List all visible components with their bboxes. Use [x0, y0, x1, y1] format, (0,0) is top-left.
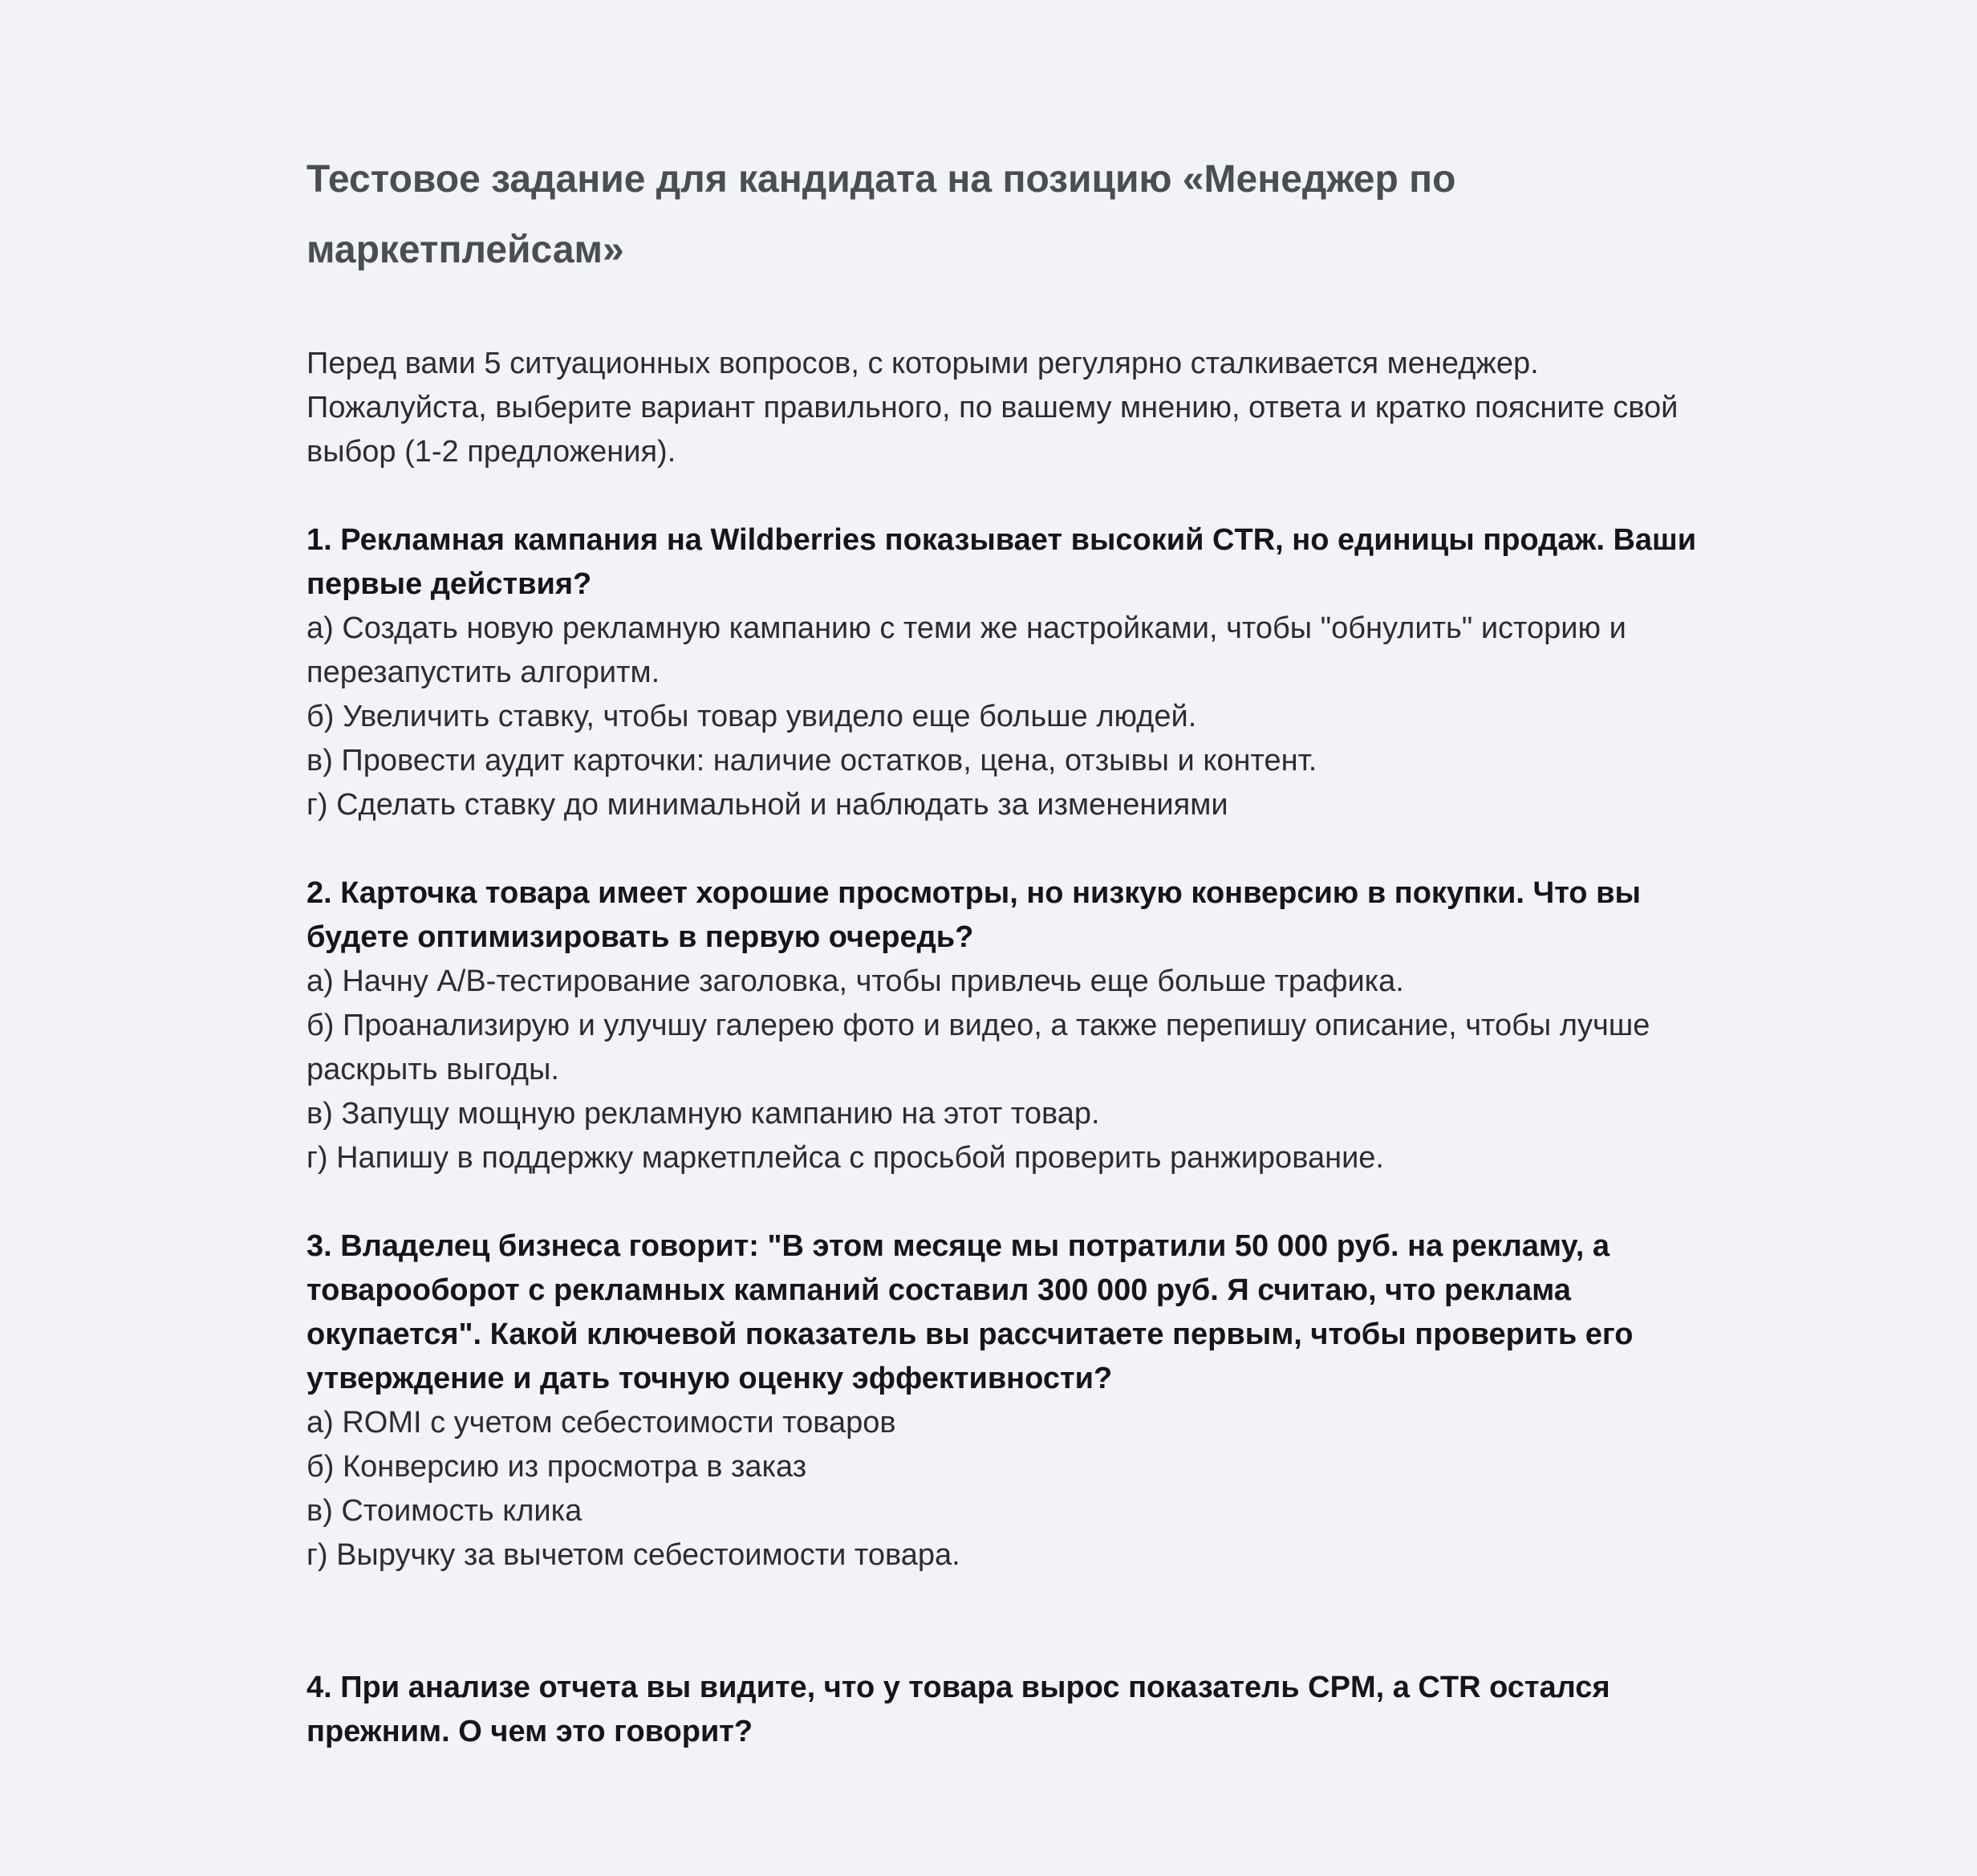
question-2	[306, 871, 1719, 1180]
question-1	[306, 518, 1719, 827]
answer-option-c: в) Стоимость клика	[306, 1494, 583, 1528]
answer-option-a: а) Начну A/B-тестирование заголовка, чтобы привлечь еще больше трафика.	[306, 964, 1404, 998]
document-title: Тестовое задание для кандидата на позицию «Менеджер по маркетплейсам»	[306, 158, 1456, 271]
answer-option-d: г) Выручку за вычетом себестоимости товара.	[306, 1538, 960, 1572]
question-text: 2. Карточка товара имеет хорошие просмотры, но низкую конверсию в покупки. Что вы будете оптимизировать в первую очередь?	[306, 876, 1641, 954]
answer-option-b: б) Проанализирую и улучшу галерею фото и видео, а также перепишу описание, чтобы лучше раскрыть выгоды.	[306, 1009, 1650, 1086]
question-3	[306, 1224, 1719, 1578]
answer-option-b: б) Увеличить ставку, чтобы товар увидело еще больше людей.	[306, 700, 1197, 733]
document	[306, 144, 1719, 1798]
question-text: 3. Владелец бизнеса говорит: "В этом месяце мы потратили 50 000 руб. на рекламу, а товарооборот с рекламных кампаний составил 300 000 руб. Я считаю, что реклама окупается". Какой ключевой показатель вы рассчитаете первым, чтобы проверить его утверждение и дать точную оценку эффективности?	[306, 1229, 1634, 1395]
question-4	[306, 1666, 1719, 1754]
question-text: 4. При анализе отчета вы видите, что у товара вырос показатель CPM, а CTR остался прежним. О чем это говорит?	[306, 1671, 1610, 1748]
answer-option-d: г) Напишу в поддержку маркетплейса с просьбой проверить ранжирование.	[306, 1141, 1384, 1175]
answer-option-c: в) Запущу мощную рекламную кампанию на этот товар.	[306, 1097, 1100, 1131]
answer-option-a: а) ROMI с учетом себестоимости товаров	[306, 1406, 896, 1439]
answer-option-c: в) Провести аудит карточки: наличие остатков, цена, отзывы и контент.	[306, 744, 1317, 778]
answer-option-d: г) Сделать ставку до минимальной и наблюдать за изменениями	[306, 788, 1228, 822]
intro-paragraph: Перед вами 5 ситуационных вопросов, с которыми регулярно сталкивается менеджер. Пожалуйста, выберите вариант правильного, по вашему мнению, ответа и кратко поясните свой выбор (1-2 предложения).	[306, 347, 1679, 469]
question-text: 1. Рекламная кампания на Wildberries показывает высокий CTR, но единицы продаж. Ваши первые действия?	[306, 523, 1697, 601]
answer-option-b: б) Конверсию из просмотра в заказ	[306, 1450, 807, 1484]
answer-option-a: а) Создать новую рекламную кампанию с теми же настройками, чтобы "обнулить" историю и перезапустить алгоритм.	[306, 611, 1626, 689]
